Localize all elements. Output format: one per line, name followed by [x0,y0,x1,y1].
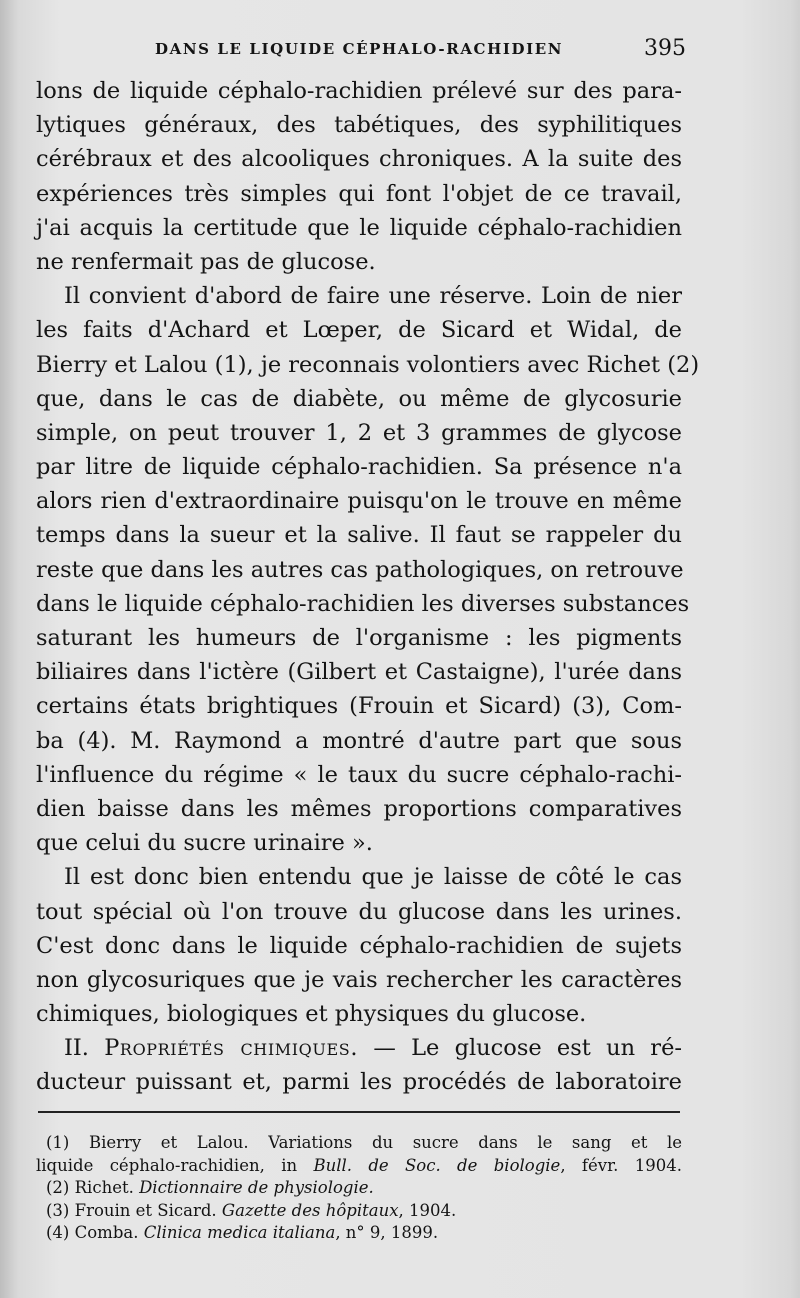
footnote-text: Comba. [74,1223,144,1243]
footnote-1 [36,1132,682,1155]
running-title: DANS LE LIQUIDE CÉPHALO-RACHIDIEN [155,40,564,58]
footnotes [36,1132,682,1245]
work-title: Dictionnaire de physiologie. [139,1178,374,1198]
footnote-number: (2) [46,1178,70,1198]
section-title: Propriétés chimiques. [104,1035,359,1062]
footnote-text: Richet. [74,1178,140,1198]
text-line: simple, on peut trouver 1, 2 et 3 grammes de glycose [36,419,682,446]
footnote-1-continued [36,1155,682,1178]
text-line: Bierry et Lalou (1), je reconnais volontiers avec Richet (2) [36,351,700,378]
footnote-3 [36,1200,682,1223]
footnote-4 [36,1222,682,1245]
text-line: reste que dans les autres cas pathologiques, on retrouve [36,556,684,583]
text-line: que, dans le cas de diabète, ou même de glycosurie [36,385,682,412]
footnote-rule [38,1111,680,1113]
text-line: temps dans la sueur et la salive. Il faut se rappeler du [36,522,682,549]
text-line: lons de liquide céphalo-rachidien prélevé sur des para- [36,78,682,104]
text-segment: — Le glucose est un ré- [373,1035,682,1062]
text-line: l'influence du régime « le taux du sucre céphalo-rachi- [36,761,682,788]
footnote-number: (3) [46,1200,70,1220]
text-line: que celui du sucre urinaire ». [36,830,373,857]
text-line: ba (4). M. Raymond a montré d'autre part que sous [36,727,682,754]
footnote-text: liquide céphalo-rachidien, in [36,1155,314,1175]
page-number: 395 [644,36,686,61]
text-line: non glycosuriques que je vais rechercher les caractères [36,966,682,993]
text-line: dien baisse dans les mêmes proportions comparatives [36,795,682,822]
journal-title: Bull. de Soc. de biologie [313,1155,561,1175]
text-line: lytiques généraux, des tabétiques, des syphilitiques [36,112,682,139]
text-line: cérébraux et des alcooliques chroniques. A la suite des [36,146,682,173]
text-line: ne renfermait pas de glucose. [36,248,376,275]
text-line: j'ai acquis la certitude que le liquide céphalo-rachidien [36,214,682,241]
text-line: expériences très simples qui font l'objet de ce travail, [36,180,682,207]
page-header [0,38,800,68]
footnote-text: Frouin et Sicard. [74,1200,222,1220]
footnote-text: , févr. 1904. [560,1155,683,1175]
footnote-number: (1) [46,1133,70,1152]
text-line: C'est donc dans le liquide céphalo-rachidien de sujets [36,932,682,959]
section-heading-line [36,1031,682,1065]
footnote-text: Bierry et Lalou. Variations du sucre dans le sang et le [88,1133,682,1152]
journal-title: Gazette des hôpitaux [221,1200,399,1220]
text-line: chimiques, biologiques et physiques du glucose. [36,1001,587,1028]
section-number: II. [64,1035,89,1062]
footnote-text: , 1904. [398,1200,457,1220]
body-text [36,74,700,1100]
text-line: Il convient d'abord de faire une réserve. Loin de nier [64,283,682,310]
footnote-2 [36,1177,682,1200]
journal-title: Clinica medica italiana [143,1223,336,1243]
text-line: alors rien d'extraordinaire puisqu'on le trouve en même [36,488,682,515]
footnote-text: , n° 9, 1899. [335,1223,439,1243]
text-line: saturant les humeurs de l'organisme : les pigments [36,625,682,651]
text-line: biliaires dans l'ictère (Gilbert et Castaigne), l'urée dans [36,659,682,686]
text-line: Il est donc bien entendu que je laisse de côté le cas [64,864,682,891]
text-line: certains états brightiques (Frouin et Sicard) (3), Com- [36,693,682,720]
text-line: par litre de liquide céphalo-rachidien. Sa présence n'a [36,454,682,481]
text-line: ducteur puissant et, parmi les procédés de laboratoire [36,1069,682,1096]
text-line: tout spécial où l'on trouve du glucose dans les urines. [36,898,682,925]
footnote-number: (4) [46,1223,70,1243]
text-line: les faits d'Achard et Lœper, de Sicard et Widal, de [36,317,682,344]
text-line: dans le liquide céphalo-rachidien les diverses substances [36,590,690,617]
